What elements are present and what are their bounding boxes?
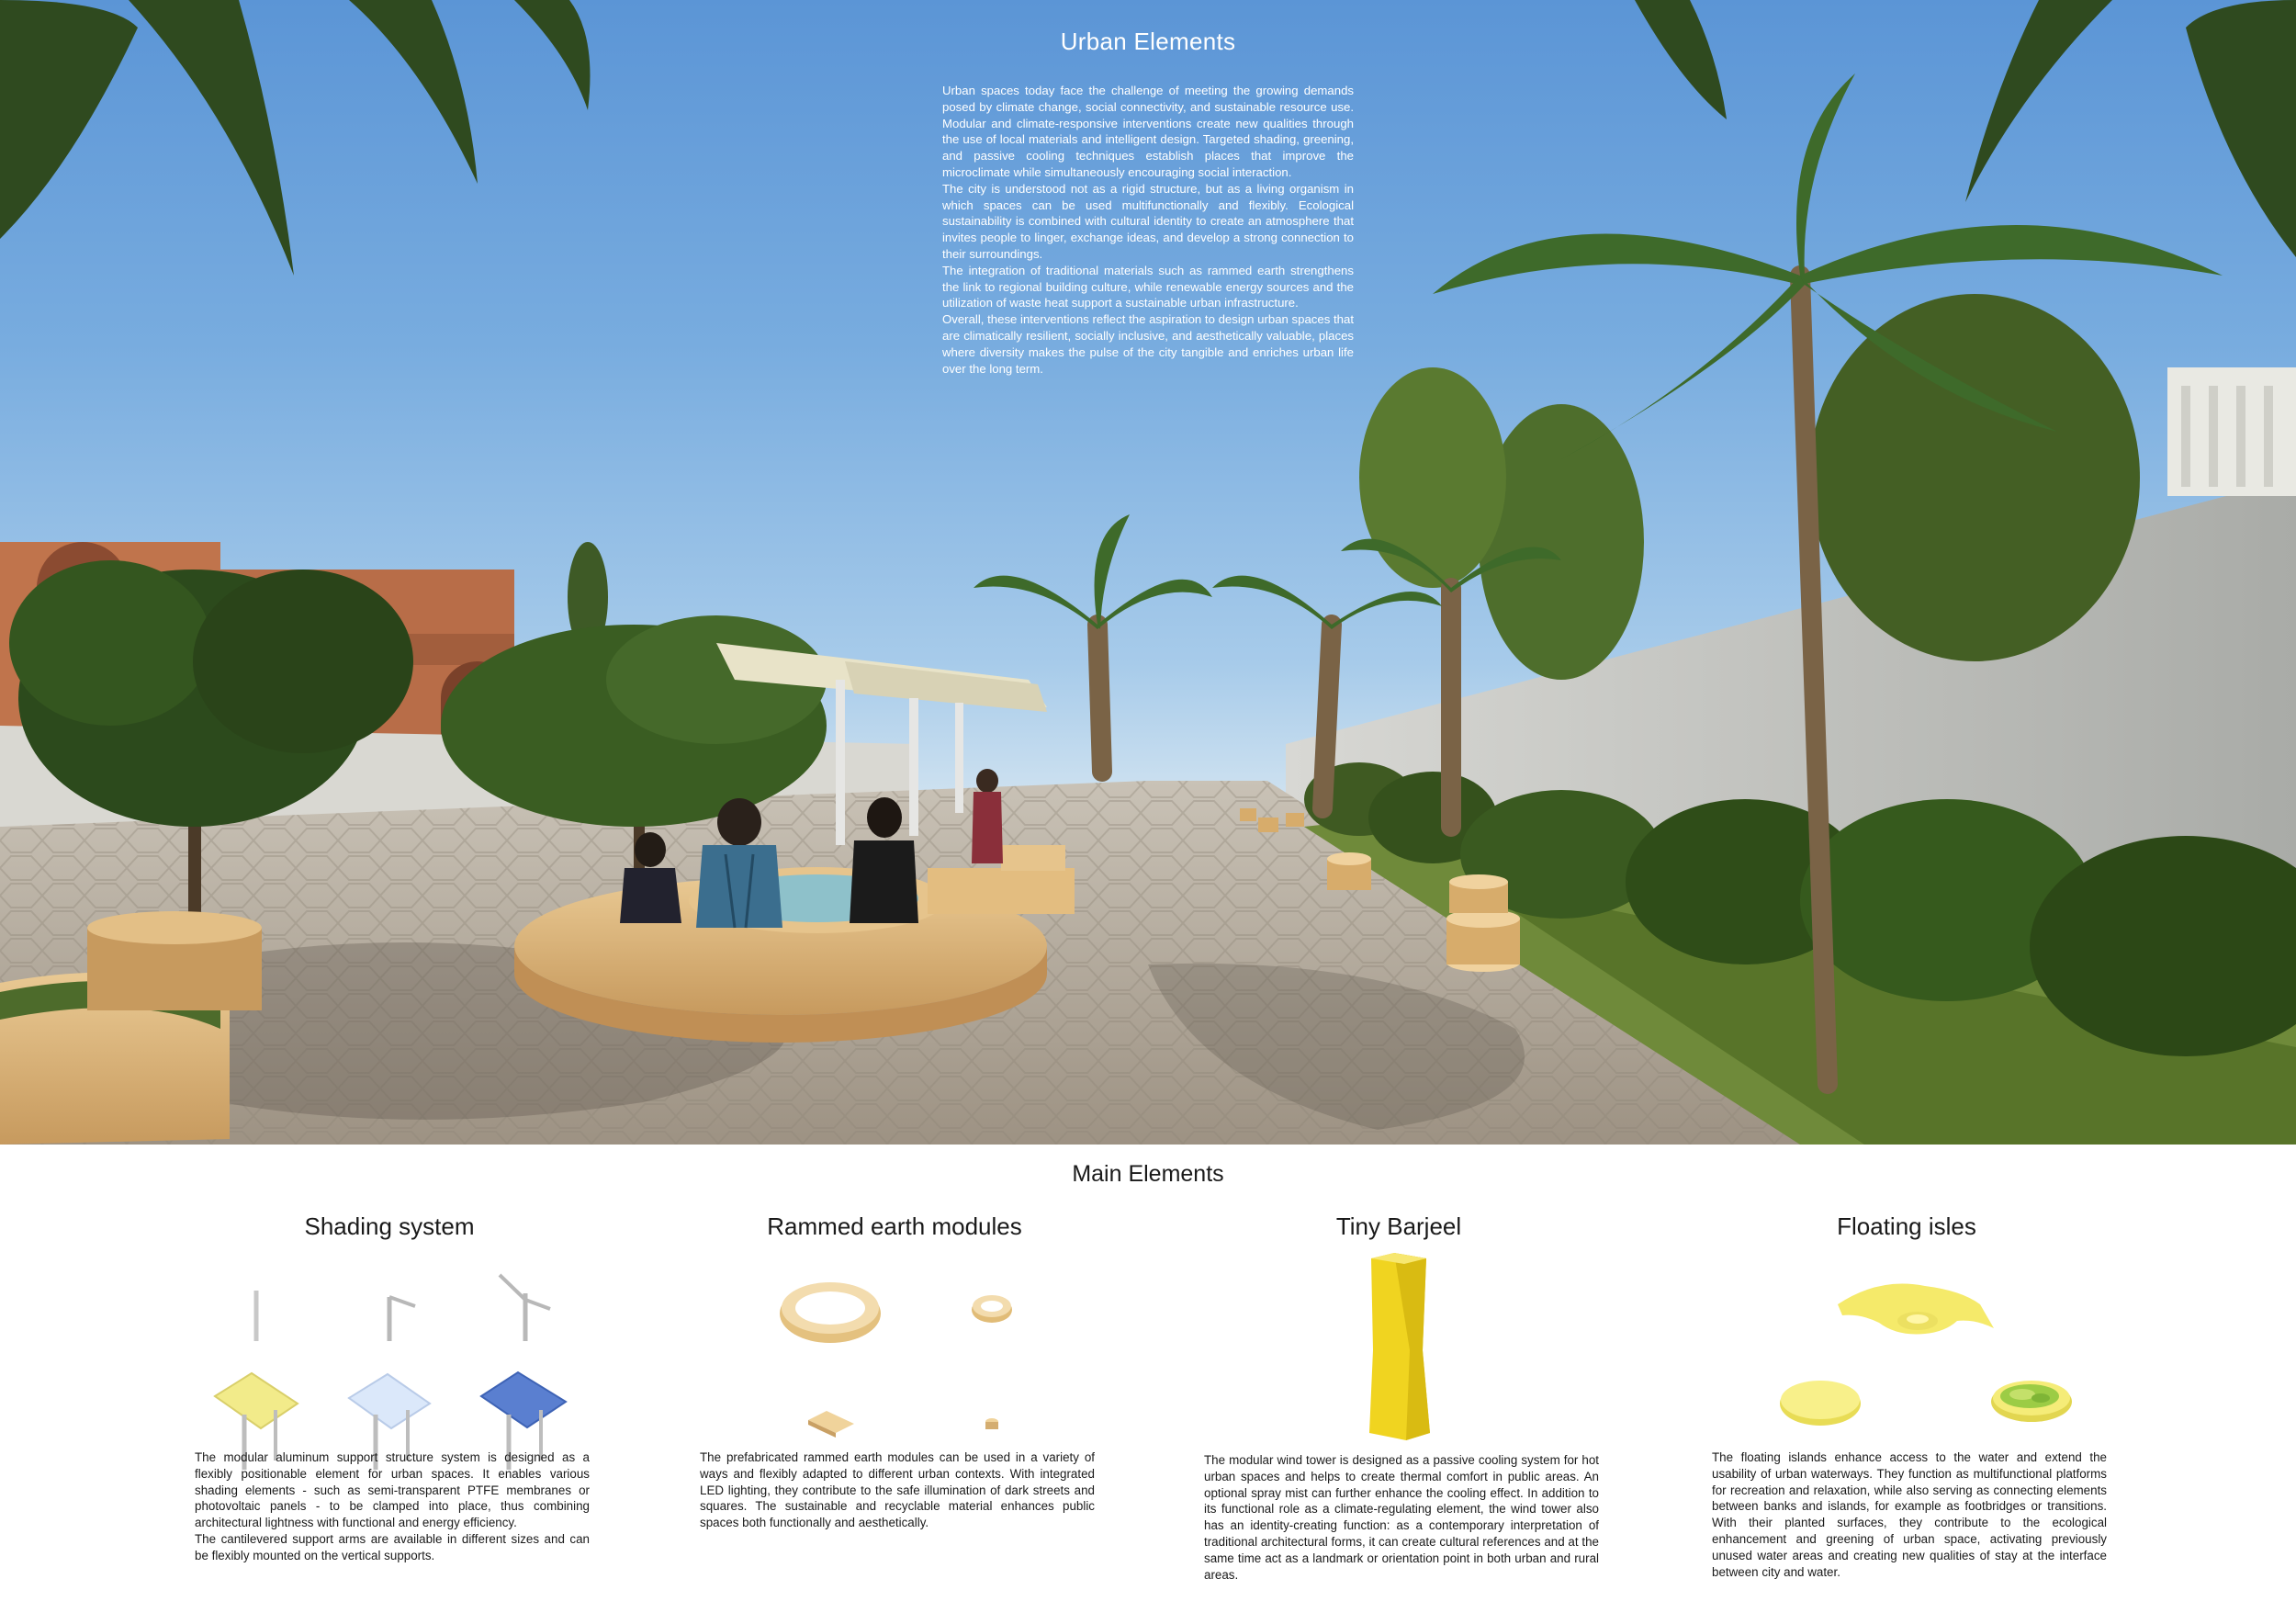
element-description [700,1449,1095,1531]
rammed-earth-modules-illustration [692,1249,1097,1470]
element-title: Tiny Barjeel [1335,1212,1462,1240]
element-rammed-earth-modules [692,1212,1097,1530]
main-elements-title: Main Elements [1072,1161,1224,1187]
element-paragraph: The prefabricated rammed earth modules can be used in a variety of ways and flexibly adapted to different urban contexts. With integrated LED lighting, they contribute to the safe illumination of dark streets and squares. The sustainable and recyclable material enhances public spaces both functionally and aesthetically. [700,1450,1095,1530]
tiny-barjeel-illustration [1197,1249,1601,1470]
shading-system-illustration [187,1249,591,1470]
hero-title: Urban Elements [1060,28,1236,55]
element-description [1712,1449,2107,1580]
element-title: Floating isles [1837,1212,1976,1240]
element-description [1204,1452,1599,1583]
element-tiny-barjeel [1197,1212,1601,1582]
hero-paragraph: Urban spaces today face the challenge of meeting the growing demands posed by climate change, social connectivity, and sustainable resource use. Modular and climate-responsive interventions create new qualities through the use of local materials and intelligent design. Targeted shading, greening, and passive cooling techniques establish places that improve the microclimate while simultaneously encouraging social interaction. [942,84,1354,179]
element-paragraph: The modular wind tower is designed as a passive cooling system for hot urban spaces and helps to create thermal comfort in public areas. An optional spray mist can further enhance the cooling effect. In addition to its functional role as a climate-regulating element, the wind tower also has an identity-creating function: as a contemporary interpretation of traditional architectural forms, it can create cultural references and at the same time act as a landmark or orientation point in both urban and rural areas. [1204,1453,1599,1582]
element-paragraph: The cantilevered support arms are available in different sizes and can be flexibly mounted on the vertical supports. [195,1531,590,1562]
hero-intro-text [942,83,1354,377]
hero-paragraph: The city is understood not as a rigid structure, but as a living organism in which spaces can be used multifunctionally and flexibly. Ecological sustainability is combined with cultural identity to create an atmosphere that invites people to linger, exchange ideas, and develop a strong connection to their surroundings. [942,181,1354,261]
element-paragraph: The modular aluminum support structure system is designed as a flexibly positionable element for urban spaces. It enables various shading elements - such as semi-transparent PTFE membranes or photovoltaic panels - to be clamped into place, thus combining architectural lightness with functional and energy efficiency. [195,1450,590,1530]
element-floating-isles [1705,1212,2109,1579]
hero-paragraph: Overall, these interventions reflect the aspiration to design urban spaces that are climatically resilient, socially inclusive, and aesthetically valuable, places where diversity makes the pulse of the city tangible and enriches urban life over the long term. [942,312,1354,376]
element-paragraph: The floating islands enhance access to the water and extend the usability of urban waterways. They function as multifunctional platforms for recreation and relaxation, while also serving as connecting elements between banks and islands, for example as footbridges or transitions. With their planted surfaces, they contribute to the ecological enhancement and greening of urban space, activating previously unused water areas and creating new qualities of stay at the interface between city and water. [1712,1450,2107,1579]
element-description [195,1449,590,1564]
floating-isles-illustration [1705,1249,2109,1470]
hero-paragraph: The integration of traditional materials such as rammed earth strengthens the link to regional building culture, while renewable energy sources and the utilization of waste heat support a sustainable urban infrastructure. [942,263,1354,310]
element-title: Shading system [304,1212,475,1240]
element-shading-system [187,1212,591,1562]
element-title: Rammed earth modules [767,1212,1022,1240]
